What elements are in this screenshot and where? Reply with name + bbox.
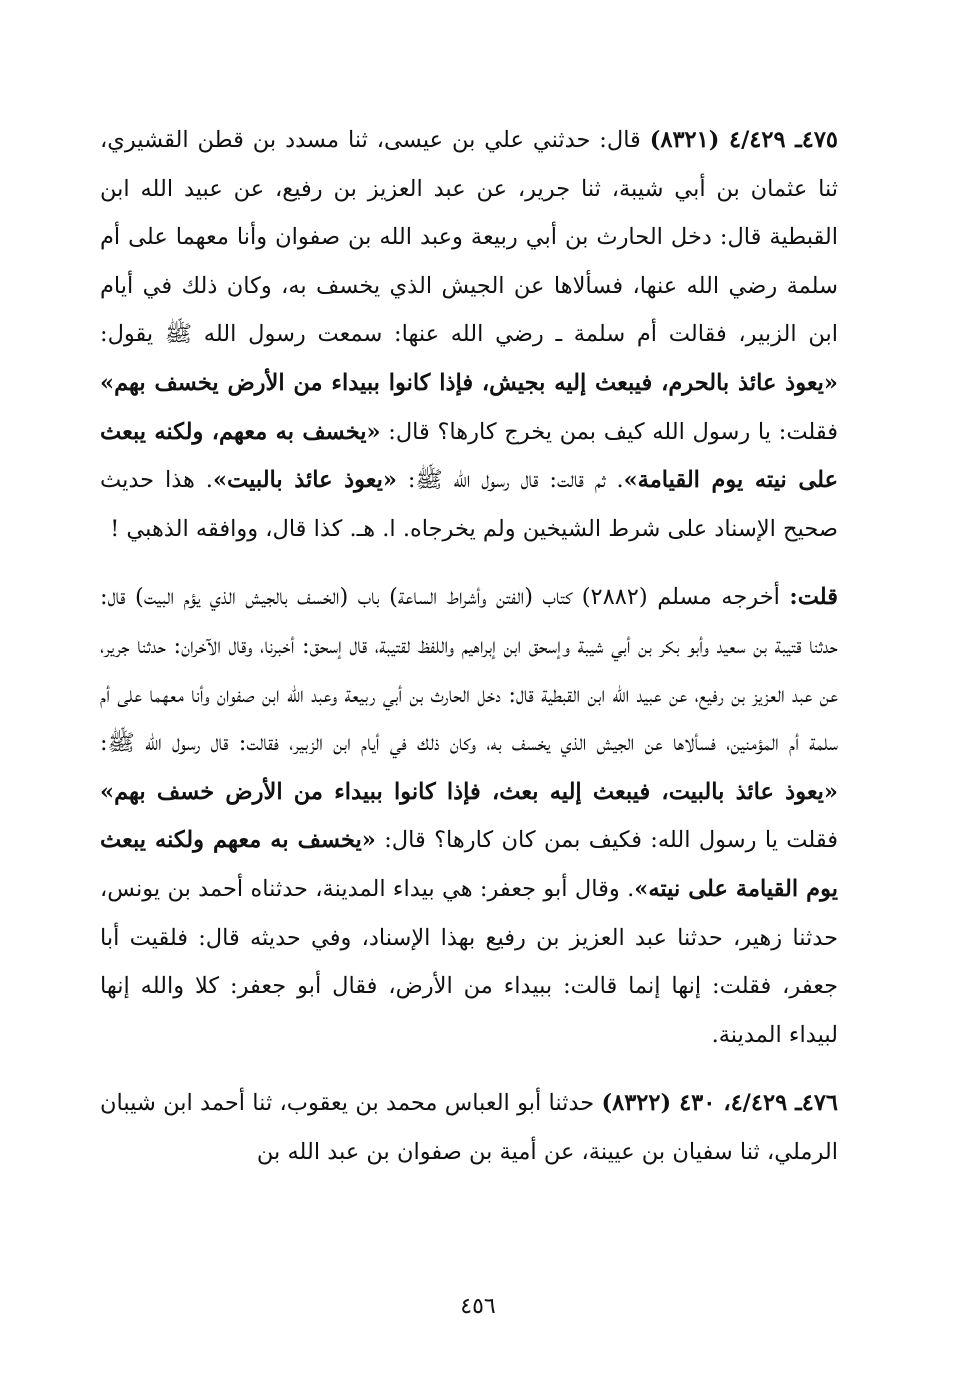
paragraph (100, 116, 838, 553)
text-run: . ثم قالت: قال رسول الله ﷺ: (396, 467, 624, 494)
bold-text: قلت: (789, 584, 839, 611)
text-run: فقلت يا رسول الله: فكيف بمن كان كارها؟ قال: (375, 827, 838, 854)
bold-text: «يعوذ عائذ بالحرم، فيبعث إليه بجيش، فإذا كانوا ببيداء من الأرض يخسف بهم» (100, 369, 838, 396)
bold-text: ٤٧٥ـ ٤/٤٢٩ (٨٣٢١) (649, 127, 838, 153)
paragraph (100, 1079, 838, 1176)
text-run: أخرجه مسلم (٢٨٨٢) كتاب (الفتن وأشراط الساعة) باب (الخسف بالجيش الذي يؤم البيت) قال: حدثنا قتيبة بن سعيد وأبو بكر بن أبي شيبة وإسحق ابن إبراهيم واللفظ لقتيبة، قال إسحق: أخبرنا، وقال الآخران: حدثنا جرير، عن عبد العزيز بن رفيع، عن عبيد الله ابن القبطية قال: دخل الحارث بن أبي ربيعة وعبد الله ابن صفوان وأنا معهما على أم سلمة أم المؤمنين، فسألاها عن الجيش الذي يخسف به، وكان ذلك في أيام ابن الزبير، فقالت: قال رسول الله ﷺ: (100, 584, 838, 757)
bold-text: «يخسف به معهم ولكنه يبعث يوم القيامة على نيته» (100, 827, 839, 902)
bold-text: «يخسف به معهم، ولكنه يبعث على نيته يوم القيامة» (100, 418, 838, 494)
text-run: فقلت: يا رسول الله كيف بمن يخرج كارها؟ قال: (380, 418, 838, 445)
bold-text: ٤٧٦ـ ٤/٤٢٩، ٤٣٠ (٨٣٢٢) (601, 1090, 838, 1117)
paragraph (100, 573, 838, 1059)
text-run: قال: حدثني علي بن عيسى، ثنا مسدد بن قطن القشيري، ثنا عثمان بن أبي شيبة، ثنا جرير، عن عبد العزيز بن رفيع، عن عبيد الله ابن القبطية قال: دخل الحارث بن أبي ربيعة وعبد الله بن صفوان وأنا معهما على أم سلمة رضي الله عنها، فسألاها عن الجيش الذي يخسف به، وكان ذلك في أيام ابن الزبير، فقالت أم سلمة ـ رضي الله عنها: سمعت رسول الله ﷺ يقول: (100, 127, 838, 348)
text-run: حدثنا أبو العباس محمد بن يعقوب، ثنا أحمد ابن شيبان الرملي، ثنا سفيان بن عيينة، عن أمية بن صفوان بن عبد الله بن (100, 1090, 838, 1165)
bold-text: «يعوذ عائذ بالبيت» (212, 467, 397, 494)
text-run: . وقال أبو جعفر: هي بيداء المدينة، حدثناه أحمد بن يونس، حدثنا زهير، حدثنا عبد العزيز بن رفيع بهذا الإسناد، وفي حديثه قال: فلقيت أبا جعفر، فقلت: إنها إنما قالت: ببيداء من الأرض، فقال أبو جعفر: كلا والله إنها لبيداء المدينة. (100, 875, 838, 1048)
page-body (100, 116, 838, 1176)
text-run: . هذا حديث صحيح الإسناد على شرط الشيخين ولم يخرجاه. ا. هـ. كذا قال، ووافقه الذهبي ! (100, 467, 838, 542)
bold-text: «يعوذ عائذ بالبيت، فيبعث إليه بعث، فإذا كانوا ببيداء من الأرض خسف بهم» (100, 778, 838, 805)
page-number: ٤٥٦ (460, 1294, 496, 1319)
